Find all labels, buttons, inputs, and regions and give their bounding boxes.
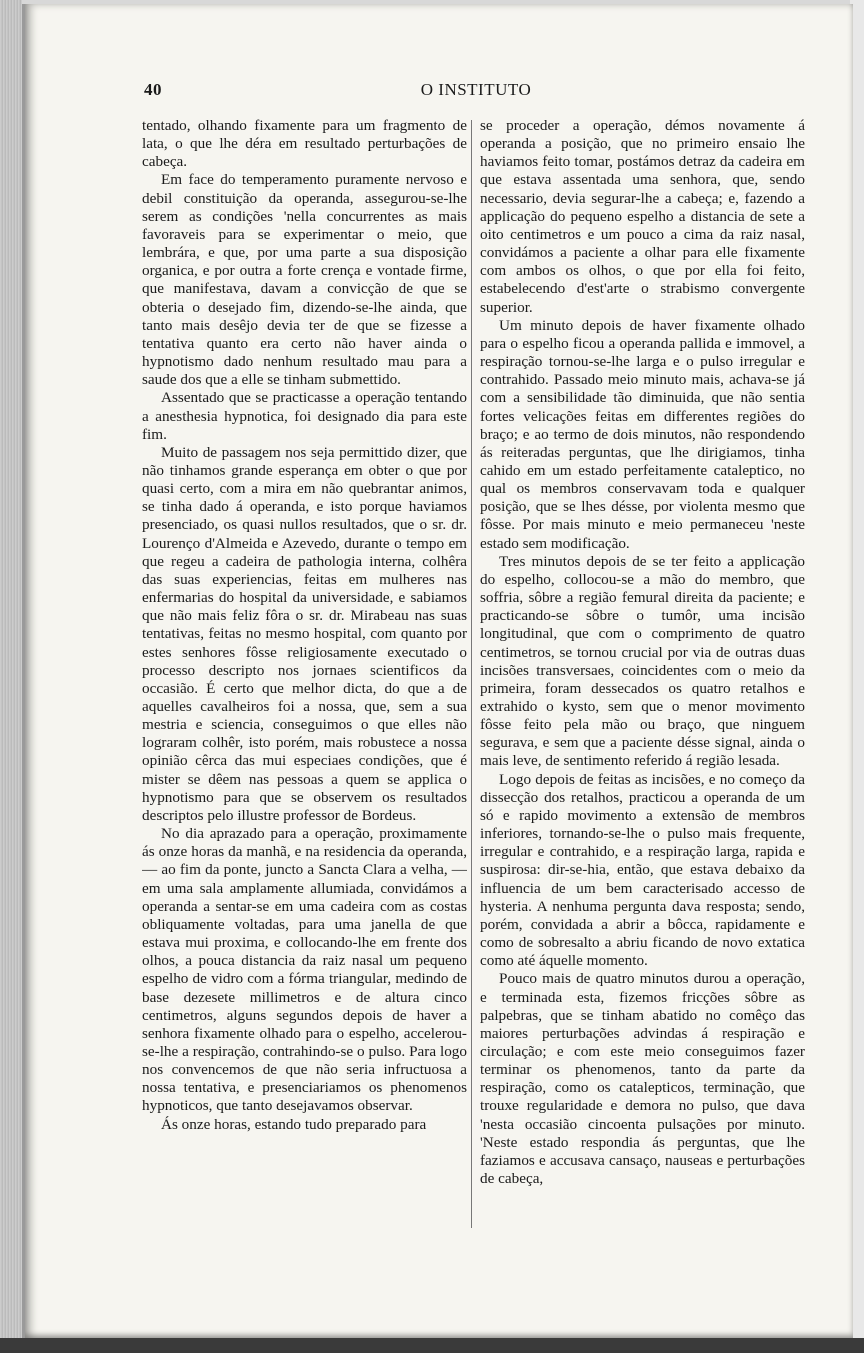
page-number: 40 xyxy=(144,80,162,99)
paragraph: Pouco mais de quatro minutos durou a operação, e terminada esta, fizemos fricções sôbre as palpebras, que se tinham abatido no comêço das maiores perturbações advindas á respiração e circulação; e com este meio conseguimos fazer terminar os phenomenos, tanto da parte da respiração, como os catalepticos, terminação, que trouxe regularidade e demora no pulso, que dava 'nesta occasião cincoenta pulsações por minuto. 'Neste estado respondia ás perguntas, que lhe faziamos e accusava cansaço, nauseas e perturbações de cabeça, xyxy=(480,970,805,1188)
paragraph: No dia aprazado para a operação, proximamente ás onze horas da manhã, e na residencia da operanda, — ao fim da ponte, juncto a Sancta Clara a velha, — em uma sala amplamente allumiada, convidámos a operanda a sentar-se em uma cadeira com as costas obliquamente voltadas, para uma janella de que estava mui proxima, e collocando-lhe em frente dos olhos, a pouca distancia da raiz nasal um pequeno espelho de vidro com a fórma triangular, medindo de base dezesete millimetros e de altura cinco centimetros, alguns segundos depois de haver a senhora fixamente olhado para o espelho, accelerou-se-lhe a respiração, contrahindo-se o pulso. Para logo nos convencemos de que não seria infructuosa a nossa tentativa, e presenciariamos os phenomenos hypnoticos, que tanto desejavamos observar. xyxy=(142,825,467,1115)
paragraph: se proceder a operação, démos novamente á operanda a posição, que no primeiro ensaio lhe haviamos feito tomar, postámos detraz da cadeira em que estava assentada uma senhora, que, sendo necessario, devia segurar-lhe a cabeça; e, fazendo a applicação do pequeno espelho a distancia de sete a oito centimetros e um pouco a cima da raiz nasal, convidámos a paciente a olhar para elle fixamente com ambos os olhos, o que por ella foi feito, estabelecendo d'est'arte o strabismo convergente superior. xyxy=(480,117,805,316)
paragraph: tentado, olhando fixamente para um fragmento de lata, o que lhe déra em resultado perturbações de cabeça. xyxy=(142,117,467,171)
page-header xyxy=(144,80,808,104)
paragraph: Um minuto depois de haver fixamente olhado para o espelho ficou a operanda pallida e immovel, a respiração tornou-se-lhe larga e o pulso irregular e contrahido. Passado meio minuto mais, achava-se já com a sensibilidade tão diminuida, que não sentia fortes velicações feitas em differentes regiões do braço; e ao termo de dois minutos, não respondendo ás reiteradas perguntas, que lhe dirigiamos, tinha cahido em um estado perfeitamente catalepticо, no qual os membros conservavam toda e qualquer posição, que se lhes désse, por violenta mesmo que fôsse. Por mais minuto e meio permaneceu 'neste estado sem modificação. xyxy=(480,316,805,552)
book-binding xyxy=(0,0,22,1353)
paragraph: Assentado que se practicasse a operação tentando a anesthesia hypnotica, foi designado dia para este fim. xyxy=(142,389,467,443)
column-divider xyxy=(471,120,472,1228)
paragraph: Em face do temperamento puramente nervoso e debil constituição da operanda, assegurou-se-lhe serem as condições 'nella concurrentes as mais favoraveis para se experimentar o meio, que lembrára, e que, por uma parte a sua disposição organica, e por outra a forte crença e vontade firme, que manifestava, davam a convicção de que se obteria o desejado fim, dizendo-se-lhe ainda, que tanto mais desêjo devia ter de que se fizesse a tentativa quanto era certo não haver ainda o hypnotismo dado nenhum resultado mau para a saude dos que a elle se tinham submettido. xyxy=(142,171,467,389)
paragraph: Ás onze horas, estando tudo preparado para xyxy=(161,1115,427,1133)
running-title: O INSTITUTO xyxy=(420,80,532,99)
paragraph: Muito de passagem nos seja permittido dizer, que não tinhamos grande esperança em obter o que por quasi certo, com a mira em não quebrantar animos, se tinha dado á operanda, e isto porque haviamos presenciado, os quasi nullos resultados, que o sr. dr. Lourenço d'Almeida e Azevedo, durante o tempo em que regeu a cadeira de pathologia interna, colhêra das suas experiencias, feitas em mulheres nas enfermarias do hospital da universidade, e sabiamos que não mais feliz fôra o sr. dr. Mirabeau nas suas tentativas, feitas no mesmo hospital, com quanto por estes senhores fôsse religiosamente executado o processo descripto nos jornaes scientificos da occasião. É certo que melhor dicta, do que a de aquelles cavalheiros foi a nossa, que, sem a sua mestria e sciencia, conseguimos o que elles não lograram colhêr, isto porém, mais robustece a nossa opinião cêrca das mui especiaes condições, que é mister se dêem nas pessoas a quem se applica o hypnotismo para que se observem os resultados descriptos pelo illustre professor de Bordeus. xyxy=(142,443,467,824)
paragraph: Tres minutos depois de se ter feito a applicação do espelho, collocou-se a mão do membro, que soffria, sôbre a região femural direita da paciente; e practicando-se sôbre o tumôr, uma incisão longitudinal, que com o comprimento de quatro centimetros, se tornou crucial por via de outras duas incisões transversaes, coincidentes com o meio da primeira, foram dessecados os quatro retalhos e extrahido o kysto, sem que o menor movimento fôsse feito pela mão ou braço, que ninguem segurava, e sem que a paciente désse signal, ainda o mais leve, de sentimento referido á região lesada. xyxy=(480,552,805,770)
right-column xyxy=(480,117,805,1229)
paragraph: Logo depois de feitas as incisões, e no começo da dissecção dos retalhos, practicou a operanda de um só e rapido movimento a extensão de membros inferiores, tornando-se-lhe o pulso mais frequente, irregular e contrahido, e a respiração larga, rapida e suspirosa: dir-se-hia, então, que estava debaixo da influencia de um bem caracterisado accesso de hysteria. A nenhuma pergunta dava resposta; sendo, porém, convidada a abrir a bôcca, rapidamente e como de sobresalto a abriu ficando de novo extatica como até áquelle momento. xyxy=(480,770,805,970)
left-column xyxy=(142,117,467,1229)
page-bottom-edge xyxy=(0,1338,864,1353)
